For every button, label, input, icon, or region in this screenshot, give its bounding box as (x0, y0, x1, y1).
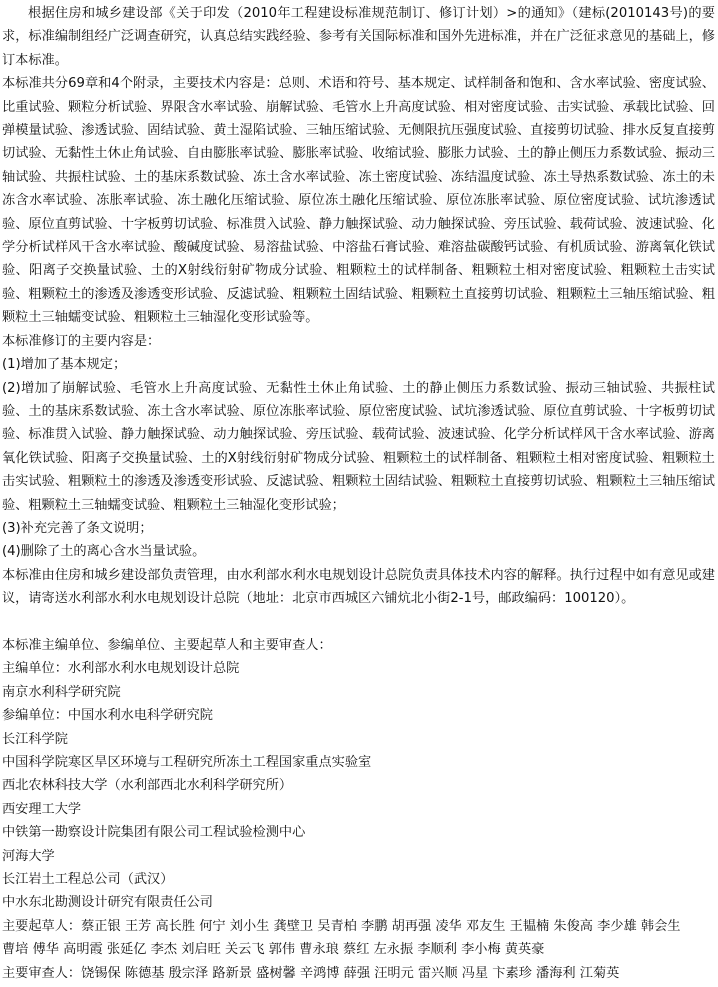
revision-item: (2)增加了崩解试验、毛管水上升高度试验、无黏性土休止角试验、土的静止侧压力系数试验、振动三轴试验、共振柱试验、土的基床系数试验、冻土含水率试验、原位冻胀率试验、原位密度试验、试坑渗透试验、原位直剪试验、十字板剪切试验、标准贯入试验、静力触探试验、动力触探试验、旁压试验、载荷试验、波速试验、化学分析试样风干含水率试验、游离氧化铁试验、阳离子交换量试验、土的X射线衍射矿物成分试验、粗颗粒土的试样制备、粗颗粒土相对密度试验、粗颗粒土击实试验、粗颗粒土的渗透及渗透变形试验、反滤试验、粗颗粒土固结试验、粗颗粒土直接剪切试验、粗颗粒土三轴压缩试验、粗颗粒土三轴蠕变试验、粗颗粒土三轴湿化变形试验； (2, 380, 715, 513)
chief-editor-unit: 主编单位：水利部水利水电规划设计总院 (2, 661, 240, 677)
participating-unit: 中国科学院寒区旱区环境与工程研究所冻土工程国家重点实验室 (2, 754, 372, 770)
participating-unit: 中铁第一勘察设计院集团有限公司工程试验检测中心 (2, 825, 306, 841)
chief-editor-unit: 南京水利科学研究院 (2, 684, 121, 700)
participating-unit: 参编单位：中国水利水电科学研究院 (2, 708, 213, 724)
main-content-paragraph: 本标准共分69章和4个附录，主要技术内容是：总则、术语和符号、基本规定、试样制备和饱和、含水率试验、密度试验、比重试验、颗粒分析试验、界限含水率试验、崩解试验、毛管水上升高度试验、相对密度试验、击实试验、承载比试验、回弹模量试验、渗透试验、固结试验、黄土湿陷试验、三轴压缩试验、无侧限抗压强度试验、直接剪切试验、排水反复直接剪切试验、无黏性土休止角试验、自由膨胀率试验、膨胀率试验、收缩试验、膨胀力试验、土的静止侧压力系数试验、振动三轴试验、共振柱试验、土的基床系数试验、冻土含水率试验、冻土密度试验、冻结温度试验、冻土导热系数试验、冻土的未冻含水率试验、冻胀率试验、冻土融化压缩试验、原位冻土融化压缩试验、原位冻胀率试验、原位密度试验、试坑渗透试验、原位直剪试验、十字板剪切试验、标准贯入试验、静力触探试验、动力触探试验、旁压试验、载荷试验、波速试验、化学分析试样风干含水率试验、酸碱度试验、易溶盐试验、中溶盐石膏试验、难溶盐碳酸钙试验、有机质试验、游离氧化铁试验、阳离子交换量试验、土的X射线衍射矿物成分试验、粗颗粒土的试样制备、粗颗粒土相对密度试验、粗颗粒土击实试验、粗颗粒土的渗透及渗透变形试验、反滤试验、粗颗粒土固结试验、粗颗粒土直接剪切试验、粗颗粒土三轴压缩试验、粗颗粒土三轴蠕变试验、粗颗粒土三轴湿化变形试验等。 (2, 76, 715, 326)
units-heading: 本标准主编单位、参编单位、主要起草人和主要审查人： (2, 637, 332, 653)
participating-unit: 河海大学 (2, 848, 55, 864)
revision-item: (4)删除了土的离心含水当量试验。 (2, 544, 206, 560)
participating-unit: 长江岩土工程总公司（武汉） (2, 872, 174, 888)
revision-item: (3)补充完善了条文说明； (2, 520, 153, 536)
revision-item: (1)增加了基本规定； (2, 357, 127, 373)
blank-line (2, 611, 718, 634)
participating-unit: 西北农林科技大学（水利部西北水利科学研究所） (2, 778, 293, 794)
drafters-list: 曹培 傅华 高明霞 张延亿 李杰 刘启旺 关云飞 郭伟 曹永琅 蔡红 左永振 李顺利 李小梅 黄英豪 (2, 942, 545, 958)
revision-heading: 本标准修订的主要内容是： (2, 333, 161, 349)
participating-unit: 西安理工大学 (2, 801, 82, 817)
management-paragraph: 本标准由住房和城乡建设部负责管理，由水利部水利水电规划设计总院负责具体技术内容的解释。执行过程中如有意见或建议，请寄送水利部水利水电规划设计总院（地址：北京市西城区六铺炕北小街2-1号，邮政编码：100120）。 (2, 567, 715, 607)
intro-paragraph: 根据住房和城乡建设部《关于印发（2010年工程建设标准规范制订、修订计划）>的通知》（建标(2010143号)的要求，标准编制组经广泛调查研究，认真总结实践经验、参考有关国际标准和国外先进标准，并在广泛征求意见的基础上，修订本标准。 (2, 6, 715, 68)
drafters-list: 主要起草人：蔡正银 王芳 高长胜 何宁 刘小生 龚壁卫 吴青柏 李鹏 胡再强 凌华 邓友生 王韫楠 朱俊高 李少雄 韩会生 (2, 918, 681, 934)
participating-unit: 中水东北勘测设计研究有限责任公司 (2, 895, 213, 911)
participating-unit: 长江科学院 (2, 731, 68, 747)
reviewers-list: 主要审查人：饶锡保 陈德基 殷宗泽 路新景 盛树馨 辛鸿博 薛强 汪明元 雷兴顺 冯星 卞素珍 潘海利 江菊英 (2, 965, 620, 981)
